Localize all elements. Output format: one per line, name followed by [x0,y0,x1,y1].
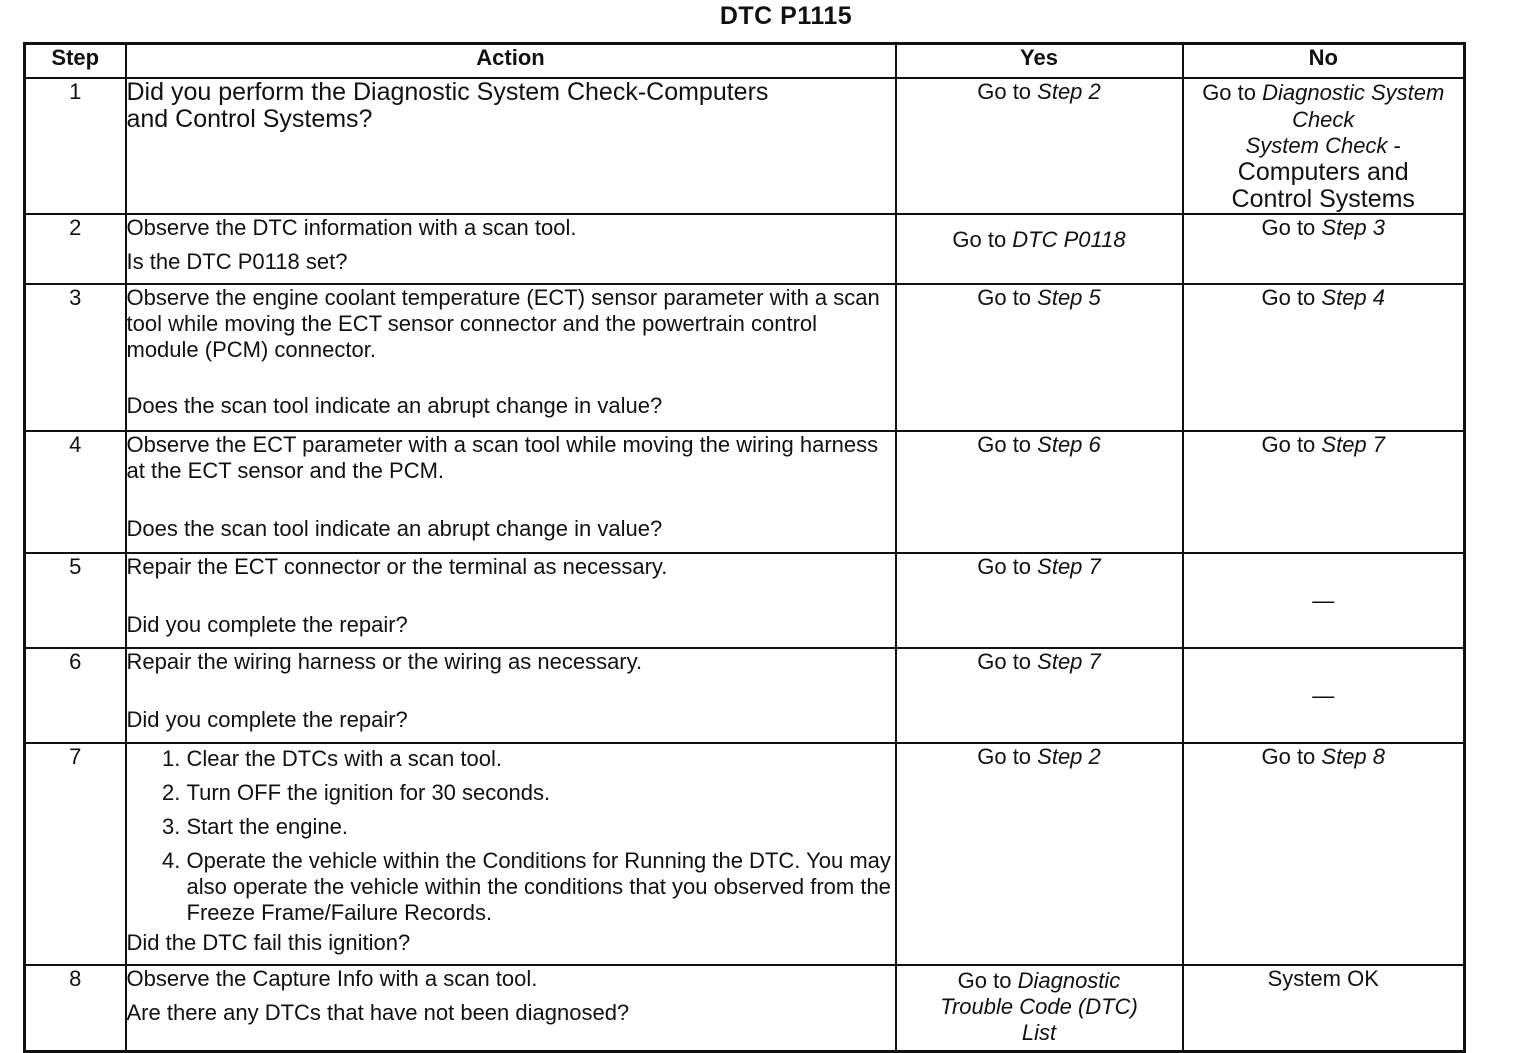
action-text: Repair the ECT connector or the terminal as necessary. [126,554,668,579]
step-number: 8 [25,965,126,1051]
header-yes: Yes [896,44,1183,79]
table-row [25,965,1465,1051]
header-row [25,44,1465,79]
no-target: Step 7 [1321,432,1386,457]
no-target: Step 3 [1321,215,1386,240]
no-target: Step 8 [1321,744,1386,769]
no-cell [1183,648,1465,743]
yes-prefix: Go to [952,227,1013,252]
action-cell [126,78,896,214]
yes-target: Step 2 [1037,744,1101,769]
no-prefix: Go to [1261,215,1322,240]
yes-target: Step 2 [1037,79,1101,104]
no-dash: — [1312,682,1335,708]
action-text: Observe the DTC information with a scan tool. [126,215,577,240]
header-step: Step [25,44,126,79]
no-prefix: Go to [1261,285,1322,310]
action-question: Did you complete the repair? [126,612,408,637]
yes-cell [896,965,1183,1051]
yes-prefix: Go to [977,79,1038,104]
yes-target: Diagnostic Trouble Code (DTC) List [940,968,1138,1045]
list-item: 3. Start the engine. [187,814,895,840]
no-target: Diagnostic System Check [1262,80,1445,132]
action-cell [126,214,896,284]
no-dash: - [1387,133,1401,158]
action-text: Observe the engine coolant temperature (ECT) sensor parameter with a scan tool while moving the ECT sensor connector and the powertrain control module (PCM) connector. [126,285,880,362]
header-no: No [1183,44,1465,79]
no-target: Step 4 [1321,285,1386,310]
yes-target: DTC P0118 [1012,227,1126,252]
yes-prefix: Go to [977,432,1038,457]
table-row [25,743,1465,965]
no-cell [1183,965,1465,1051]
step-number: 2 [25,214,126,284]
table-row [25,284,1465,431]
action-question: Did you complete the repair? [126,707,408,732]
step-number: 6 [25,648,126,743]
no-prefix: Go to [1261,744,1322,769]
yes-prefix: Go to [957,968,1018,993]
action-cell [126,648,896,743]
action-question: Does the scan tool indicate an abrupt change in value? [126,393,663,418]
step-number: 5 [25,553,126,648]
action-cell [126,965,896,1051]
yes-prefix: Go to [977,744,1038,769]
action-text: Are there any DTCs that have not been diagnosed? [126,1000,630,1025]
yes-prefix: Go to [977,649,1038,674]
yes-prefix: Go to [977,285,1038,310]
no-prefix: Go to [1261,432,1322,457]
no-prefix: Go to [1202,80,1263,105]
list-item: 2. Turn OFF the ignition for 30 seconds. [187,780,895,806]
no-rest: Computers and Control Systems [1231,158,1415,213]
table-row [25,553,1465,648]
yes-cell [896,553,1183,648]
no-cell [1183,743,1465,965]
yes-target: Step 5 [1037,285,1101,310]
action-cell [126,284,896,431]
step-number: 3 [25,284,126,431]
dtc-table [23,42,1466,1053]
yes-target: Step 6 [1037,432,1101,457]
yes-cell [896,214,1183,284]
no-cell [1183,431,1465,553]
yes-cell [896,648,1183,743]
yes-target: Step 7 [1037,649,1101,674]
action-text: Observe the ECT parameter with a scan tool while moving the wiring harness at the ECT sensor and the PCM. [126,432,879,483]
action-cell [126,431,896,553]
step-number: 4 [25,431,126,553]
action-text: Is the DTC P0118 set? [126,249,348,274]
numbered-list [127,746,895,930]
no-cell [1183,553,1465,648]
action-question: Does the scan tool indicate an abrupt change in value? [126,516,663,541]
action-text: and Control Systems? [126,105,373,133]
action-text: Repair the wiring harness or the wiring as necessary. [126,649,643,674]
table-row [25,431,1465,553]
list-item: 1. Clear the DTCs with a scan tool. [187,746,895,772]
yes-target: Step 7 [1037,554,1101,579]
yes-cell [896,284,1183,431]
action-cell [126,743,896,965]
table-row [25,214,1465,284]
header-action: Action [126,44,896,79]
yes-cell [896,743,1183,965]
no-text: System OK [1267,966,1379,991]
table-row [25,78,1465,214]
yes-cell [896,78,1183,214]
yes-cell [896,431,1183,553]
action-question: Did the DTC fail this ignition? [126,930,411,955]
list-item: 4. Operate the vehicle within the Conditions for Running the DTC. You may also operate the vehicle within the conditions that you observed from the Freeze Frame/Failure Records. [187,848,895,926]
step-number: 1 [25,78,126,214]
page-title: DTC P1115 [719,2,853,30]
no-dash: — [1312,587,1335,613]
action-text: Did you perform the Diagnostic System Check-Computers [126,78,769,106]
action-text: Observe the Capture Info with a scan tool. [126,966,538,991]
step-number: 7 [25,743,126,965]
no-cell [1183,214,1465,284]
yes-prefix: Go to [977,554,1038,579]
no-cell [1183,284,1465,431]
action-cell [126,553,896,648]
table-row [25,648,1465,743]
no-cell: Go to Diagnostic System Check System Check - Computers and Control Systems [1183,78,1465,214]
